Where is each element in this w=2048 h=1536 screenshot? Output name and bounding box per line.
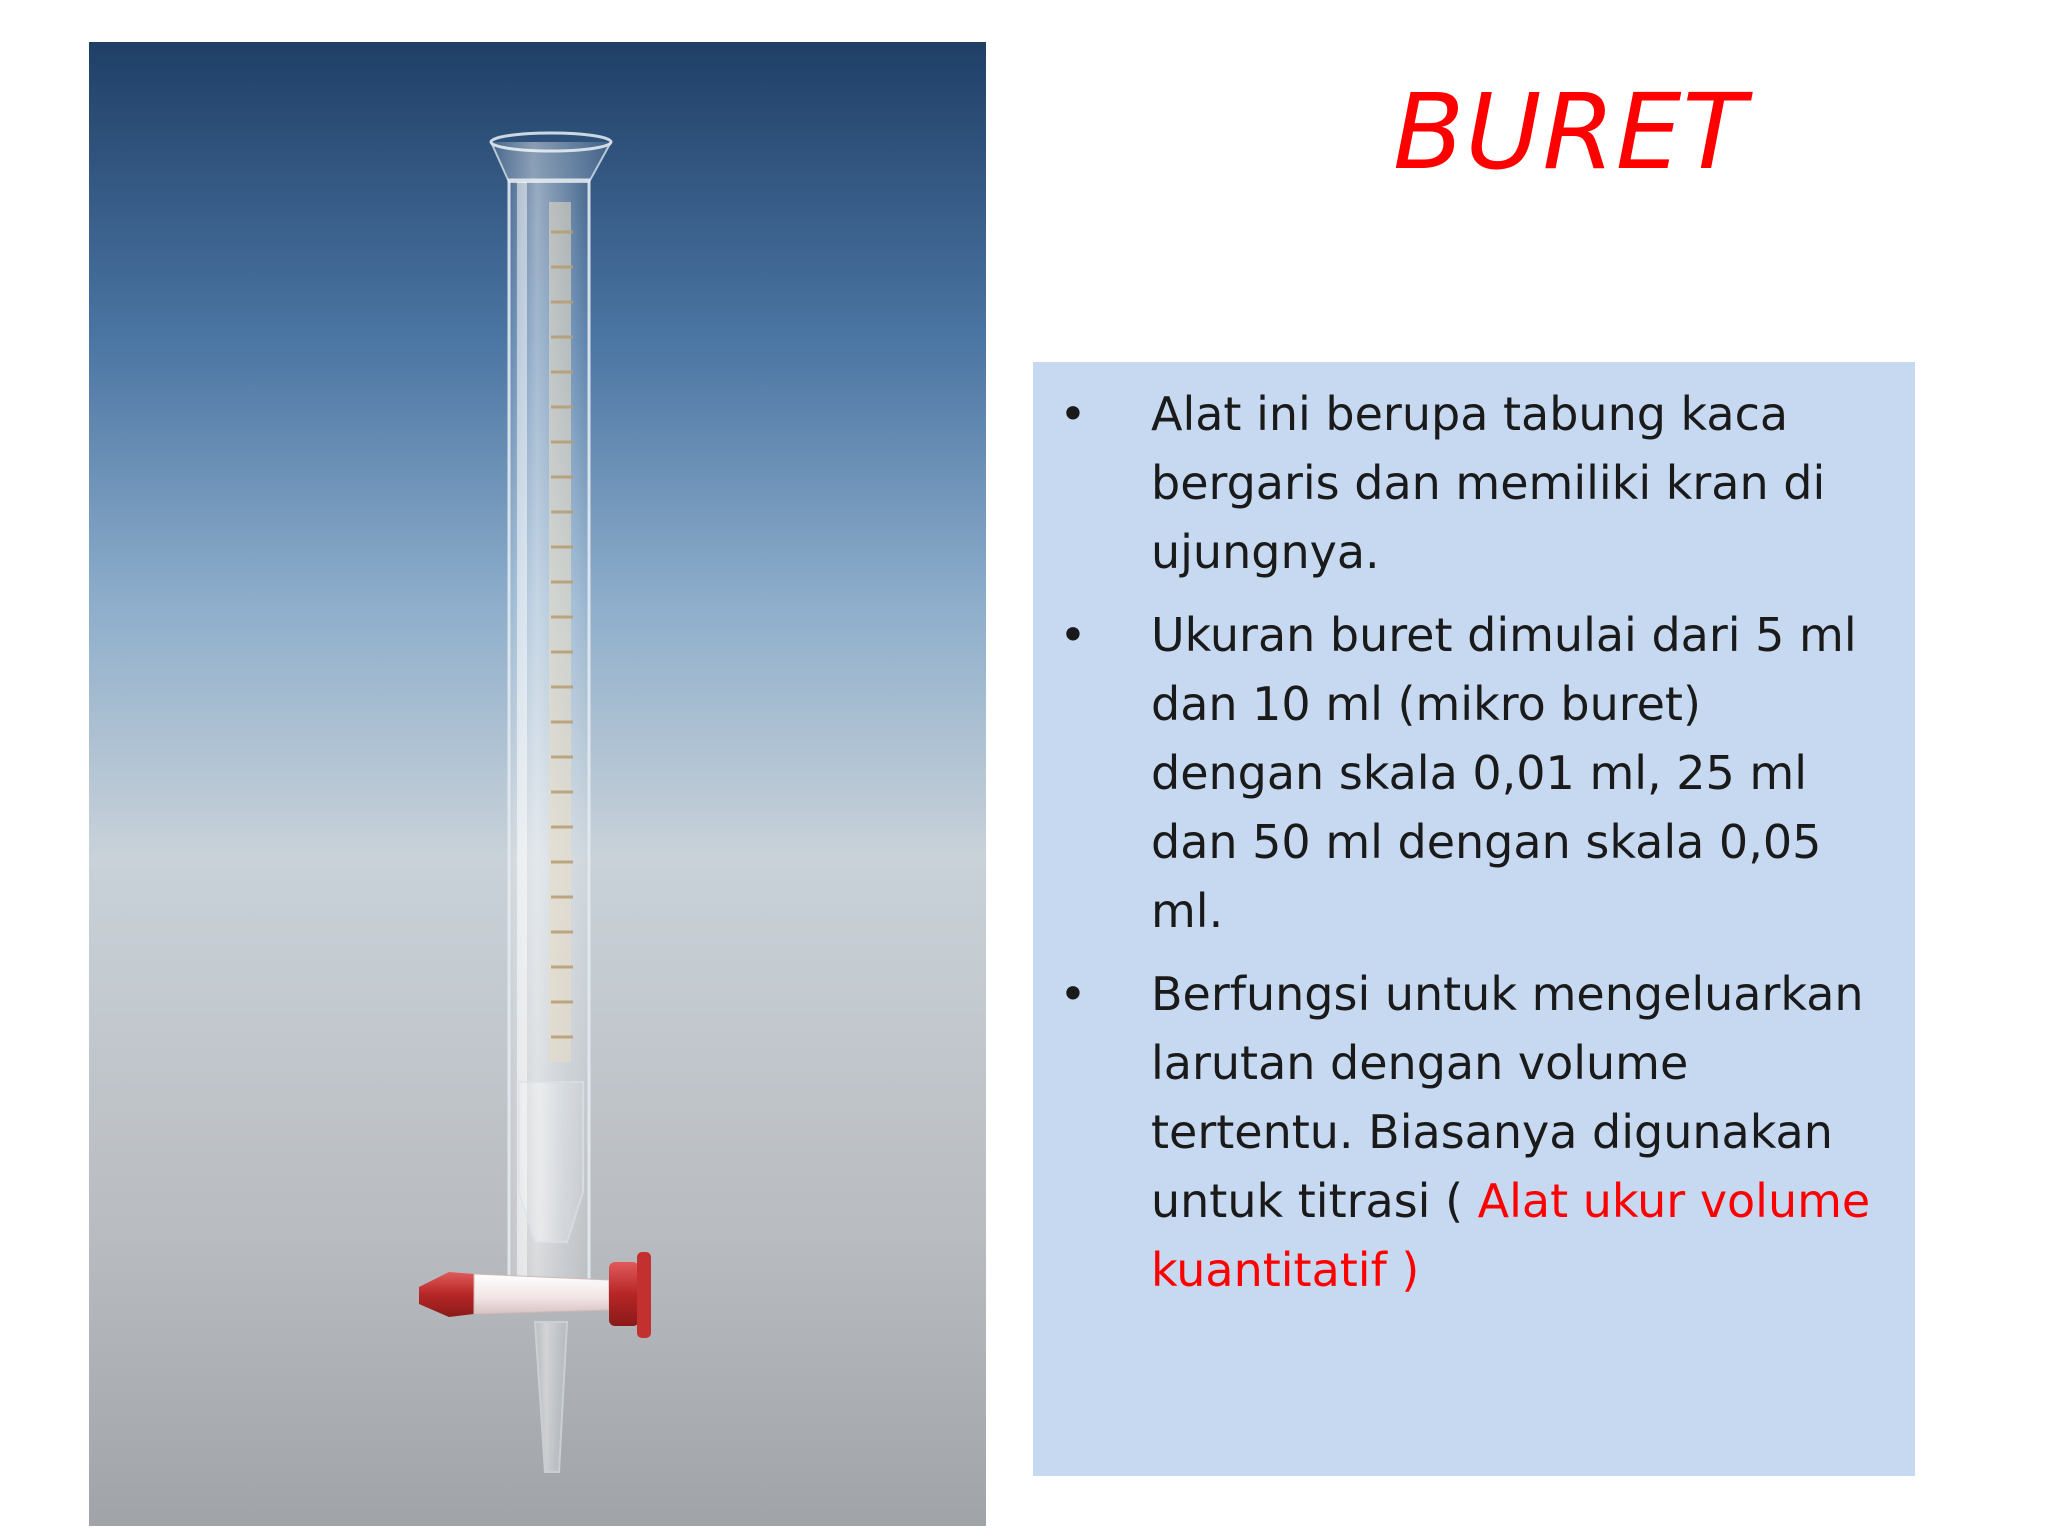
bullet-item-1 — [1053, 380, 1885, 587]
slide-title: BURET — [1393, 71, 1747, 193]
bullet-text: Alat ini berupa tabung kaca bergaris dan memiliki kran di ujungnya. — [1151, 387, 1826, 579]
bullet-text: Ukuran buret dimulai dari 5 ml dan 10 ml (mikro buret) dengan skala 0,01 ml, 25 ml dan 50 ml dengan skala 0,05 ml. — [1151, 608, 1857, 938]
buret-photo — [89, 42, 986, 1526]
bullet-text: Berfungsi untuk mengeluarkan larutan dengan volume tertentu. Biasanya digunakan untuk titrasi ( — [1151, 967, 1864, 1228]
content-box — [1033, 362, 1915, 1476]
bullet-icon: • — [1059, 387, 1087, 441]
bullet-highlight-text: Alat ukur volume kuantitatif ) — [1151, 1174, 1871, 1297]
bullet-icon: • — [1059, 967, 1087, 1021]
bullet-item-3 — [1053, 960, 1885, 1305]
bullet-item-2 — [1053, 601, 1885, 946]
bullet-icon: • — [1059, 608, 1087, 662]
bullet-list — [1053, 380, 1885, 1305]
